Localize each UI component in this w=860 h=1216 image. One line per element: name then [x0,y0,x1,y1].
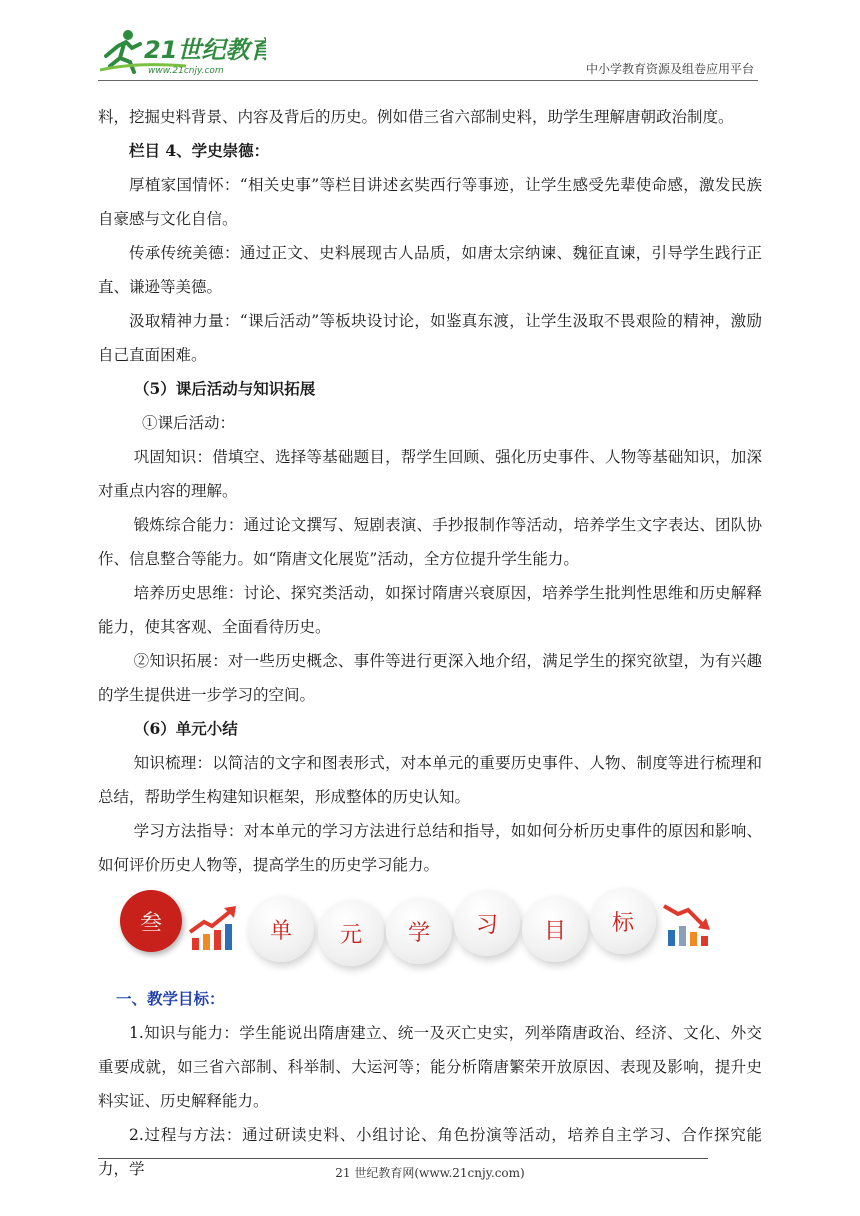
paragraph-virtues: 传承传统美德：通过正文、史料展现古人品质，如唐太宗纳谏、魏征直谏，引导学生践行正直、谦逊等美德。 [98,244,762,296]
after-class-activity-label: ①课后活动： [142,414,236,432]
svg-text:www.21cnjy.com: www.21cnjy.com [148,66,224,76]
section-6-heading: （6）单元小结 [134,719,238,738]
banner-char-6: 标 [590,888,656,954]
page-footer[interactable]: 21 世纪教育网(www.21cnjy.com) [335,1166,525,1180]
paragraph-spirit: 汲取精神力量：“课后活动”等板块设讨论，如鉴真东渡，让学生汲取不畏艰险的精神，激励自己直面困难。 [98,312,762,364]
section-number-badge: 叁 [120,890,182,952]
chart-down-icon [660,900,714,950]
goal-knowledge-ability: 1.知识与能力：学生能说出隋唐建立、统一及灭亡史实，列举隋唐政治、经济、文化、外交重要成就，如三省六部制、科举制、大运河等；能分析隋唐繁荣开放原因、表现及影响，提升史料实证、历史解释能力。 [98,1024,762,1110]
paragraph-patriotism: 厚植家国情怀：“相关史事”等栏目讲述玄奘西行等事迹，让学生感受先辈使命感，激发民族自豪感与文化自信。 [98,176,762,228]
footer-divider [98,1158,708,1159]
paragraph-method-guidance: 学习方法指导：对本单元的学习方法进行总结和指导，如如何分析历史事件的原因和影响、如何评价历史人物等，提高学生的历史学习能力。 [98,822,762,874]
page-header [0,0,860,80]
unit-goals-banner [118,884,718,968]
banner-char-2: 元 [318,900,384,966]
goal-process-method: 2.过程与方法：通过研读史料、小组讨论、角色扮演等活动，培养自主学习、合作探究能力，学 [98,1126,762,1178]
paragraph-thinking: 培养历史思维：讨论、探究类活动，如探讨隋唐兴衰原因，培养学生批判性思维和历史解释能力，使其客观、全面看待历史。 [98,584,762,636]
chart-up-icon [188,904,242,954]
paragraph-1: 料，挖掘史料背景、内容及背后的历史。例如借三省六部制史料，助学生理解唐朝政治制度。 [98,108,734,126]
banner-char-3: 学 [386,898,452,964]
section-5-heading: （5）课后活动与知识拓展 [134,379,316,398]
svg-text:21世纪教育: 21世纪教育 [144,36,266,64]
platform-name: 中小学教育资源及组卷应用平台 [585,62,754,76]
paragraph-consolidate: 巩固知识：借填空、选择等基础题目，帮学生回顾、强化历史事件、人物等基础知识，加深对重点内容的理解。 [98,448,762,500]
banner-char-4: 习 [454,890,520,956]
banner-char-5: 目 [522,896,588,962]
banner-char-1: 单 [248,896,314,962]
teaching-goals-heading: 一、教学目标： [116,989,225,1008]
paragraph-extension: ②知识拓展：对一些历史概念、事件等进行更深入地介绍，满足学生的探究欲望，为有兴趣的学生提供进一步学习的空间。 [98,652,762,704]
site-logo[interactable] [96,26,266,78]
paragraph-abilities: 锻炼综合能力：通过论文撰写、短剧表演、手抄报制作等活动，培养学生文字表达、团队协作、信息整合等能力。如“隋唐文化展览”活动，全方位提升学生能力。 [98,516,762,568]
paragraph-knowledge-sorting: 知识梳理：以简洁的文字和图表形式，对本单元的重要历史事件、人物、制度等进行梳理和总结，帮助学生构建知识框架，形成整体的历史认知。 [98,754,762,806]
document-body [98,100,762,882]
logo-runner-icon [96,26,266,78]
header-divider [98,80,758,81]
column-4-heading: 栏目 4、学史崇德： [129,141,270,160]
teaching-goals [98,982,762,1186]
